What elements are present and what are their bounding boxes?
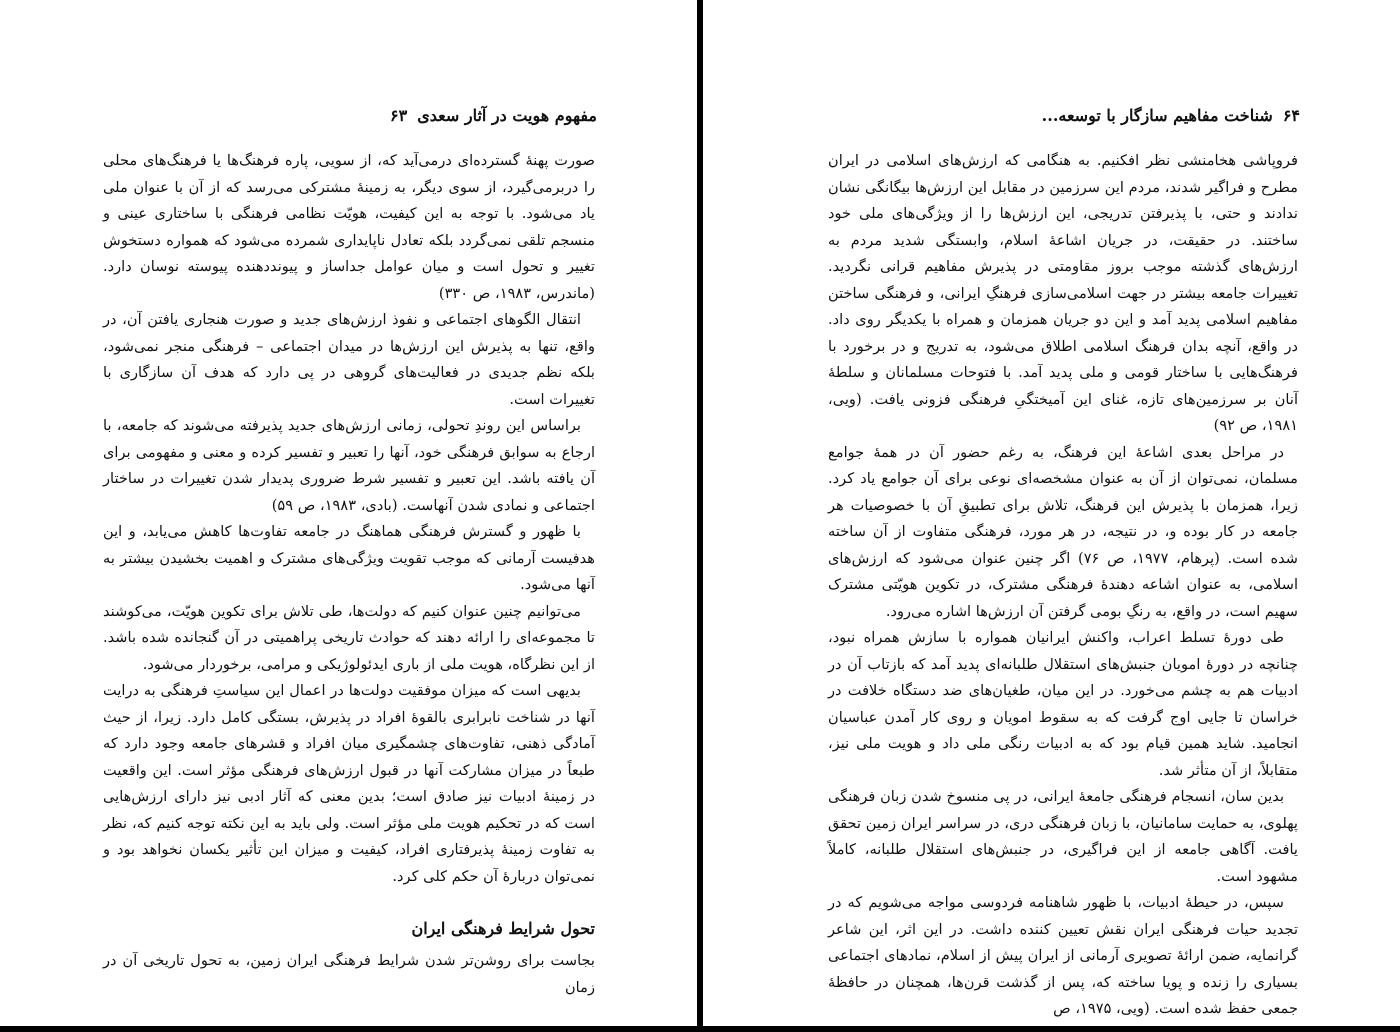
section-heading: تحول شرایط فرهنگی ایران — [411, 919, 595, 938]
running-header — [1042, 104, 1300, 128]
left-page — [0, 0, 697, 1032]
paragraph: صورت پهنهٔ گسترده‌ای درمی‌آید که، از سویی، پاره فرهنگ‌ها یا فرهنگ‌های محلی را دربرمی‌گیرد، از سوی دیگر، به زمینهٔ مشترکی می‌رسد که از آن با عنوان ملی یاد می‌شود. با توجه به این کیفیت، هویّت نظامی فرهنگی با ساختاری عینی و منسجم تلقی نمی‌گردد بلکه تعادل ناپایداری شمرده می‌شود که همواره دستخوش تغییر و تحول است و میان عوامل جداساز و پیونددهنده پیوسته نوسان دارد. (ماندرس، ۱۹۸۳، ص ۳۳۰) — [103, 152, 595, 302]
header-title: مفهوم هویت در آثار سعدی — [417, 106, 597, 125]
page-body — [828, 148, 1298, 1023]
paragraph: سپس، در حیطهٔ ادبیات، با ظهور شاهنامه فردوسی مواجه می‌شویم که در تجدید حیات فرهنگی ایران نقش تعیین کننده داشت. در این اثر، این شاعر گرانمایه، ضمن ارائهٔ تصویری آرمانی از ایران پیش از اسلام، نمادهای اجتماعی بسیاری را زنده و پویا ساخته که، پس از گذشت قرن‌ها، همچنان در حافظهٔ جمعی حفظ شده است. (ویی، ۱۹۷۵، ص — [828, 894, 1298, 1017]
paragraph: فروپاشی هخامنشی نظر افکنیم. به هنگامی که ارزش‌های اسلامی در ایران مطرح و فراگیر شدند، مردم این سرزمین در مقابل این ارزش‌ها بیگانگی نشان ندادند و حتی، با پذیرفتن تدریجی، این ارزش‌ها را از ویژگی‌های ملی خود ساختند. در حقیقت، در جریان اشاعهٔ اسلام، وابستگی شدید مردم به ارزش‌های گذشته موجب بروز مقاومتی در پذیرش مفاهیم قرانی نگردید. تغییرات جامعه بیشتر در جهت اسلامی‌سازی فرهنگِ ایرانی، و فرهنگی ساختن مفاهیم اسلامی پدید آمد و این دو جریان همزمان و همراه با یکدیگر روی داد. در واقع، آنچه بدان فرهنگ اسلامی اطلاق می‌شود، به تدریج و در برخورد با فرهنگ‌هایی با ساختار قومی و ملی پدید آمد. با فتوحات مسلمانان و سلطهٔ آنان بر سرزمین‌های تازه، غنای این آمیختگیِ فرهنگی فزونی یافت. (ویی، ۱۹۸۱، ص ۹۲) — [828, 152, 1298, 434]
paragraph: براساس این روندِ تحولی، زمانی ارزش‌های جدید پذیرفته می‌شوند که جامعه، با ارجاع به سوابق فرهنگی خود، آنها را تعبیر و تفسیر کرده و معنی و مفهومی برای آن یافته باشد. این تعبیر و تفسیر شرط ضروری پدیدار شدن تغییرات در ساختار اجتماعی و نمادی شدن آنهاست. (بادی، ۱۹۸۳، ص ۵۹) — [103, 417, 595, 514]
bottom-rule — [0, 1026, 697, 1032]
paragraph: انتقال الگوهای اجتماعی و نفوذ ارزش‌های جدید و صورت هنجاری یافتن آن، در واقع، تنها به پذیرش این ارزش‌ها در میدان اجتماعی – فرهنگی منجر نمی‌شود، بلکه نظم جدیدی در فعالیت‌های گروهی در پی دارد که هدف آن سازگاری با تغییرات است. — [103, 311, 595, 408]
paragraph: در مراحل بعدی اشاعهٔ این فرهنگ، به رغم حضور آن در همهٔ جوامع مسلمان، نمی‌توان از آن به عنوان مشخصه‌ای نوعی برای آن جوامع یاد کرد. زیرا، همزمان با پذیرش این فرهنگ، تلاش برای تطبیقِ آن با خصوصیات هر جامعه در کار بوده و، در نتیجه، در هر مورد، فرهنگی متفاوت از آن ساخته شده است. (پرهام، ۱۹۷۷، ص ۷۶) اگر چنین عنوان می‌شود که ارزش‌های اسلامی، به عنوان اشاعه دهندهٔ فرهنگی مشترک، در تکوین هویّتی مشترک سهیم است، در واقع، به رنگِ بومی گرفتن آن ارزش‌ها اشاره می‌رود. — [828, 443, 1298, 620]
page-number: ۶۳ — [390, 106, 408, 125]
paragraph: طی دورهٔ تسلط اعراب، واکنش ایرانیان همواره با سازش همراه نبود، چنانچه در دورهٔ امویان جنبش‌های استقلال طلبانه‌ای پدید آمد که بازتاب آن در ادبیات هم به چشم می‌خورد. در این میان، طغیان‌های ضد دستگاه خلافت در خراسان تا جایی اوج گرفت که به سقوط امویان و روی کار آمدن عباسیان انجامید. شاید همین قیام بود که به ادبیات رنگی ملی داد و هویت ملی نیز، متقابلاً، از آن متأثر شد. — [828, 629, 1298, 779]
paragraph: بجاست برای روشن‌تر شدن شرایط فرهنگی ایران زمین، به تحول تاریخی آن در زمان — [103, 952, 595, 996]
paragraph: می‌توانیم چنین عنوان کنیم که دولت‌ها، طی تلاش برای تکوین هویّت، می‌کوشند تا مجموعه‌ای را ارائه دهند که حوادث تاریخی پراهمیتی در آن گنجانده شده باشد. از این نظرگاه، هویت ملی از باری ایدئولوژیکی و مرامی، برخوردار می‌شود. — [103, 602, 595, 673]
page-number: ۶۴ — [1282, 106, 1300, 125]
page-body — [103, 148, 595, 1001]
right-page — [703, 0, 1400, 1032]
header-title: شناخت مفاهیم سازگار با توسعه... — [1041, 106, 1273, 125]
paragraph: بدیهی است که میزان موفقیت دولت‌ها در اعمال این سیاستِ فرهنگی به درایت آنها در شناخت نابرابری بالقوهٔ افراد در پذیرش، بستگی کامل دارد. زیرا، از حیث آمادگی ذهنی، تفاوت‌های چشمگیری میان افراد و قشرهای جامعه وجود دارد که طبعاً در میزان مشارکت آنها در قبول ارزش‌های فرهنگی مؤثر است. این واقعیت در زمینهٔ ادبیات نیز صادق است؛ بدین معنی که آثار ادبی نیز دارای ارزش‌هایی است که در تحکیم هویت ملی مؤثر است. ولی باید به این نکته توجه کنیم که، نظر به تفاوت زمینهٔ پذیرفتاری افراد، کیفیت و میزان این تأثیر یکسان نخواهد بود و نمی‌توان دربارهٔ آن حکم کلی کرد. — [103, 682, 595, 885]
paragraph: بدین سان، انسجام فرهنگی جامعهٔ ایرانی، در پی منسوخ شدن زبان فرهنگی پهلوی، به حمایت سامانیان، با زبان فرهنگی دری، در سراسر ایران زمین تحقق یافت. آگاهی جامعه از این فراگیری، در جنبش‌های استقلال طلبانه، کاملاً مشهود است. — [828, 788, 1298, 885]
running-header — [390, 104, 597, 128]
paragraph: با ظهور و گسترش فرهنگی هماهنگ در جامعه تفاوت‌ها کاهش می‌یابد، و این هدفیست آرمانی که موجب تقویت ویژگی‌های مشترک و اهمیت بخشیدن بیشتر به آنها می‌شود. — [103, 523, 595, 593]
